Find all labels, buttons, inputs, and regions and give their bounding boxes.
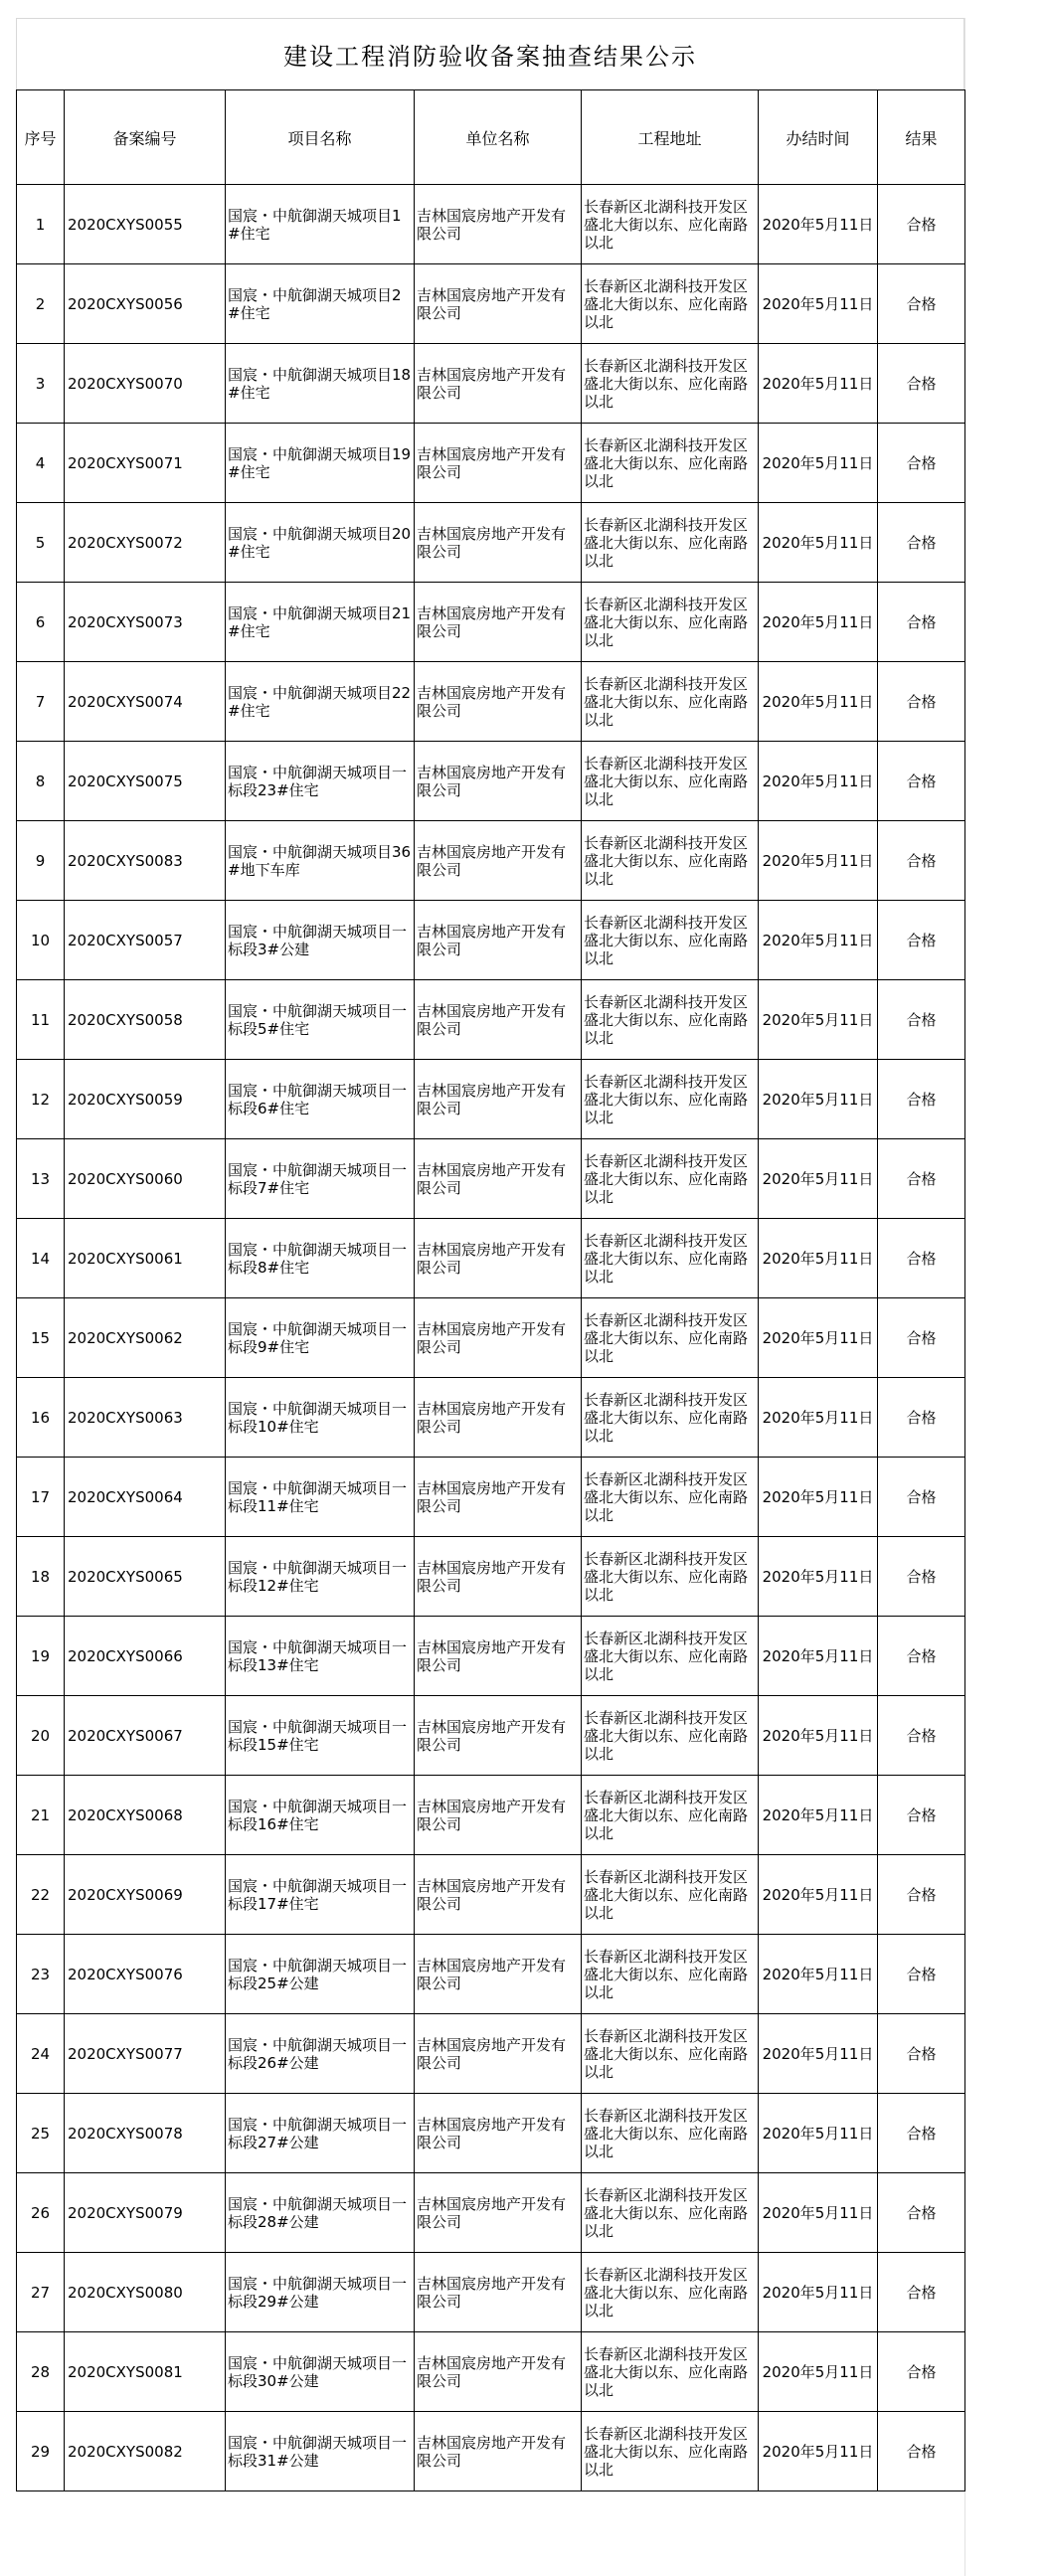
cell-address[interactable]: 长春新区北湖科技开发区盛北大街以东、应化南路以北 bbox=[582, 1378, 759, 1458]
cell-date[interactable]: 2020年5月11日 bbox=[759, 2014, 878, 2094]
cell-date[interactable]: 2020年5月11日 bbox=[759, 1060, 878, 1139]
cell-code[interactable]: 2020CXYS0063 bbox=[65, 1378, 226, 1458]
cell-unit[interactable]: 吉林国宸房地产开发有限公司 bbox=[415, 2412, 582, 2491]
cell-code[interactable]: 2020CXYS0057 bbox=[65, 901, 226, 980]
cell-code[interactable]: 2020CXYS0056 bbox=[65, 264, 226, 344]
cell-project[interactable]: 国宸・中航御湖天城项目一标段27#公建 bbox=[226, 2094, 415, 2173]
cell-unit[interactable]: 吉林国宸房地产开发有限公司 bbox=[415, 1298, 582, 1378]
cell-result[interactable]: 合格 bbox=[878, 2094, 965, 2173]
cell-unit[interactable]: 吉林国宸房地产开发有限公司 bbox=[415, 662, 582, 742]
cell-unit[interactable]: 吉林国宸房地产开发有限公司 bbox=[415, 1935, 582, 2014]
cell-address[interactable]: 长春新区北湖科技开发区盛北大街以东、应化南路以北 bbox=[582, 1776, 759, 1855]
cell-result[interactable]: 合格 bbox=[878, 1696, 965, 1776]
cell-project[interactable]: 国宸・中航御湖天城项目22#住宅 bbox=[226, 662, 415, 742]
cell-code[interactable]: 2020CXYS0060 bbox=[65, 1139, 226, 1219]
cell-project[interactable]: 国宸・中航御湖天城项目18#住宅 bbox=[226, 344, 415, 424]
table-row bbox=[17, 901, 965, 980]
cell-date[interactable]: 2020年5月11日 bbox=[759, 2412, 878, 2491]
cell-code[interactable]: 2020CXYS0065 bbox=[65, 1537, 226, 1617]
cell-no[interactable]: 25 bbox=[17, 2094, 65, 2173]
cell-code[interactable]: 2020CXYS0061 bbox=[65, 1219, 226, 1298]
table-row bbox=[17, 1776, 965, 1855]
cell-result[interactable]: 合格 bbox=[878, 1617, 965, 1696]
cell-no[interactable]: 9 bbox=[17, 821, 65, 901]
cell-address[interactable]: 长春新区北湖科技开发区盛北大街以东、应化南路以北 bbox=[582, 980, 759, 1060]
cell-unit[interactable]: 吉林国宸房地产开发有限公司 bbox=[415, 2173, 582, 2253]
cell-date[interactable]: 2020年5月11日 bbox=[759, 2173, 878, 2253]
cell-project[interactable]: 国宸・中航御湖天城项目一标段13#住宅 bbox=[226, 1617, 415, 1696]
cell-unit[interactable]: 吉林国宸房地产开发有限公司 bbox=[415, 1060, 582, 1139]
cell-project[interactable]: 国宸・中航御湖天城项目一标段25#公建 bbox=[226, 1935, 415, 2014]
cell-result[interactable]: 合格 bbox=[878, 2014, 965, 2094]
table-row bbox=[17, 1298, 965, 1378]
cell-code[interactable]: 2020CXYS0058 bbox=[65, 980, 226, 1060]
cell-code[interactable]: 2020CXYS0074 bbox=[65, 662, 226, 742]
cell-unit[interactable]: 吉林国宸房地产开发有限公司 bbox=[415, 1855, 582, 1935]
cell-result[interactable]: 合格 bbox=[878, 662, 965, 742]
table-row bbox=[17, 1537, 965, 1617]
cell-date[interactable]: 2020年5月11日 bbox=[759, 1935, 878, 2014]
cell-result[interactable]: 合格 bbox=[878, 2412, 965, 2491]
cell-unit[interactable]: 吉林国宸房地产开发有限公司 bbox=[415, 503, 582, 583]
header-address[interactable]: 工程地址 bbox=[582, 90, 759, 185]
cell-no[interactable]: 29 bbox=[17, 2412, 65, 2491]
cell-date[interactable]: 2020年5月11日 bbox=[759, 1537, 878, 1617]
cell-code[interactable]: 2020CXYS0071 bbox=[65, 424, 226, 503]
cell-project[interactable]: 国宸・中航御湖天城项目一标段8#住宅 bbox=[226, 1219, 415, 1298]
cell-project[interactable]: 国宸・中航御湖天城项目21#住宅 bbox=[226, 583, 415, 662]
cell-unit[interactable]: 吉林国宸房地产开发有限公司 bbox=[415, 980, 582, 1060]
cell-no[interactable]: 13 bbox=[17, 1139, 65, 1219]
cell-address[interactable]: 长春新区北湖科技开发区盛北大街以东、应化南路以北 bbox=[582, 2094, 759, 2173]
cell-unit[interactable]: 吉林国宸房地产开发有限公司 bbox=[415, 1537, 582, 1617]
cell-date[interactable]: 2020年5月11日 bbox=[759, 1696, 878, 1776]
cell-no[interactable]: 8 bbox=[17, 742, 65, 821]
table-row bbox=[17, 264, 965, 344]
cell-no[interactable]: 28 bbox=[17, 2332, 65, 2412]
cell-no[interactable]: 2 bbox=[17, 264, 65, 344]
cell-no[interactable]: 17 bbox=[17, 1458, 65, 1537]
header-code[interactable]: 备案编号 bbox=[65, 90, 226, 185]
cell-unit[interactable]: 吉林国宸房地产开发有限公司 bbox=[415, 1458, 582, 1537]
header-no[interactable]: 序号 bbox=[17, 90, 65, 185]
cell-date[interactable]: 2020年5月11日 bbox=[759, 503, 878, 583]
cell-code[interactable]: 2020CXYS0055 bbox=[65, 185, 226, 264]
table-row bbox=[17, 1378, 965, 1458]
table-row bbox=[17, 821, 965, 901]
cell-result[interactable]: 合格 bbox=[878, 2253, 965, 2332]
table-row bbox=[17, 980, 965, 1060]
cell-address[interactable]: 长春新区北湖科技开发区盛北大街以东、应化南路以北 bbox=[582, 424, 759, 503]
cell-date[interactable]: 2020年5月11日 bbox=[759, 1776, 878, 1855]
cell-date[interactable]: 2020年5月11日 bbox=[759, 424, 878, 503]
cell-code[interactable]: 2020CXYS0064 bbox=[65, 1458, 226, 1537]
cell-project[interactable]: 国宸・中航御湖天城项目2#住宅 bbox=[226, 264, 415, 344]
cell-result[interactable]: 合格 bbox=[878, 264, 965, 344]
cell-date[interactable]: 2020年5月11日 bbox=[759, 1617, 878, 1696]
cell-result[interactable]: 合格 bbox=[878, 1458, 965, 1537]
cell-date[interactable]: 2020年5月11日 bbox=[759, 901, 878, 980]
cell-project[interactable]: 国宸・中航御湖天城项目一标段11#住宅 bbox=[226, 1458, 415, 1537]
cell-project[interactable]: 国宸・中航御湖天城项目一标段26#公建 bbox=[226, 2014, 415, 2094]
cell-no[interactable]: 27 bbox=[17, 2253, 65, 2332]
cell-project[interactable]: 国宸・中航御湖天城项目19#住宅 bbox=[226, 424, 415, 503]
cell-result[interactable]: 合格 bbox=[878, 742, 965, 821]
cell-code[interactable]: 2020CXYS0078 bbox=[65, 2094, 226, 2173]
cell-no[interactable]: 1 bbox=[17, 185, 65, 264]
cell-no[interactable]: 6 bbox=[17, 583, 65, 662]
cell-no[interactable]: 3 bbox=[17, 344, 65, 424]
cell-unit[interactable]: 吉林国宸房地产开发有限公司 bbox=[415, 1219, 582, 1298]
cell-code[interactable]: 2020CXYS0080 bbox=[65, 2253, 226, 2332]
cell-project[interactable]: 国宸・中航御湖天城项目20#住宅 bbox=[226, 503, 415, 583]
cell-no[interactable]: 23 bbox=[17, 1935, 65, 2014]
cell-unit[interactable]: 吉林国宸房地产开发有限公司 bbox=[415, 264, 582, 344]
cell-unit[interactable]: 吉林国宸房地产开发有限公司 bbox=[415, 2332, 582, 2412]
cell-unit[interactable]: 吉林国宸房地产开发有限公司 bbox=[415, 1378, 582, 1458]
cell-code[interactable]: 2020CXYS0075 bbox=[65, 742, 226, 821]
cell-code[interactable]: 2020CXYS0082 bbox=[65, 2412, 226, 2491]
cell-project[interactable]: 国宸・中航御湖天城项目一标段9#住宅 bbox=[226, 1298, 415, 1378]
cell-result[interactable]: 合格 bbox=[878, 185, 965, 264]
cell-result[interactable]: 合格 bbox=[878, 1537, 965, 1617]
cell-address[interactable]: 长春新区北湖科技开发区盛北大街以东、应化南路以北 bbox=[582, 344, 759, 424]
cell-unit[interactable]: 吉林国宸房地产开发有限公司 bbox=[415, 2253, 582, 2332]
table-row bbox=[17, 1458, 965, 1537]
cell-result[interactable]: 合格 bbox=[878, 583, 965, 662]
cell-no[interactable]: 5 bbox=[17, 503, 65, 583]
cell-no[interactable]: 10 bbox=[17, 901, 65, 980]
cell-result[interactable]: 合格 bbox=[878, 503, 965, 583]
cell-project[interactable]: 国宸・中航御湖天城项目1#住宅 bbox=[226, 185, 415, 264]
cell-date[interactable]: 2020年5月11日 bbox=[759, 662, 878, 742]
cell-result[interactable]: 合格 bbox=[878, 1298, 965, 1378]
cell-no[interactable]: 22 bbox=[17, 1855, 65, 1935]
cell-address[interactable]: 长春新区北湖科技开发区盛北大街以东、应化南路以北 bbox=[582, 662, 759, 742]
cell-no[interactable]: 20 bbox=[17, 1696, 65, 1776]
cell-date[interactable]: 2020年5月11日 bbox=[759, 821, 878, 901]
table-row bbox=[17, 1060, 965, 1139]
cell-date[interactable]: 2020年5月11日 bbox=[759, 185, 878, 264]
cell-date[interactable]: 2020年5月11日 bbox=[759, 1219, 878, 1298]
cell-address[interactable]: 长春新区北湖科技开发区盛北大街以东、应化南路以北 bbox=[582, 1060, 759, 1139]
cell-result[interactable]: 合格 bbox=[878, 980, 965, 1060]
cell-project[interactable]: 国宸・中航御湖天城项目一标段6#住宅 bbox=[226, 1060, 415, 1139]
cell-address[interactable]: 长春新区北湖科技开发区盛北大街以东、应化南路以北 bbox=[582, 742, 759, 821]
cell-no[interactable]: 16 bbox=[17, 1378, 65, 1458]
cell-project[interactable]: 国宸・中航御湖天城项目一标段10#住宅 bbox=[226, 1378, 415, 1458]
cell-result[interactable]: 合格 bbox=[878, 2332, 965, 2412]
cell-project[interactable]: 国宸・中航御湖天城项目一标段7#住宅 bbox=[226, 1139, 415, 1219]
cell-project[interactable]: 国宸・中航御湖天城项目36#地下车库 bbox=[226, 821, 415, 901]
cell-unit[interactable]: 吉林国宸房地产开发有限公司 bbox=[415, 901, 582, 980]
cell-code[interactable]: 2020CXYS0070 bbox=[65, 344, 226, 424]
cell-unit[interactable]: 吉林国宸房地产开发有限公司 bbox=[415, 1617, 582, 1696]
cell-date[interactable]: 2020年5月11日 bbox=[759, 264, 878, 344]
cell-no[interactable]: 26 bbox=[17, 2173, 65, 2253]
cell-date[interactable]: 2020年5月11日 bbox=[759, 344, 878, 424]
cell-unit[interactable]: 吉林国宸房地产开发有限公司 bbox=[415, 583, 582, 662]
cell-address[interactable]: 长春新区北湖科技开发区盛北大街以东、应化南路以北 bbox=[582, 2412, 759, 2491]
table-row bbox=[17, 2332, 965, 2412]
page-title: 建设工程消防验收备案抽查结果公示 bbox=[283, 43, 697, 71]
cell-code[interactable]: 2020CXYS0079 bbox=[65, 2173, 226, 2253]
cell-unit[interactable]: 吉林国宸房地产开发有限公司 bbox=[415, 1696, 582, 1776]
cell-address[interactable]: 长春新区北湖科技开发区盛北大街以东、应化南路以北 bbox=[582, 1935, 759, 2014]
cell-date[interactable]: 2020年5月11日 bbox=[759, 1378, 878, 1458]
cell-project[interactable]: 国宸・中航御湖天城项目一标段28#公建 bbox=[226, 2173, 415, 2253]
cell-project[interactable]: 国宸・中航御湖天城项目一标段29#公建 bbox=[226, 2253, 415, 2332]
cell-unit[interactable]: 吉林国宸房地产开发有限公司 bbox=[415, 424, 582, 503]
cell-code[interactable]: 2020CXYS0068 bbox=[65, 1776, 226, 1855]
cell-project[interactable]: 国宸・中航御湖天城项目一标段30#公建 bbox=[226, 2332, 415, 2412]
table-row bbox=[17, 1617, 965, 1696]
cell-code[interactable]: 2020CXYS0062 bbox=[65, 1298, 226, 1378]
cell-result[interactable]: 合格 bbox=[878, 424, 965, 503]
cell-project[interactable]: 国宸・中航御湖天城项目一标段31#公建 bbox=[226, 2412, 415, 2491]
cell-unit[interactable]: 吉林国宸房地产开发有限公司 bbox=[415, 344, 582, 424]
header-row bbox=[17, 90, 965, 185]
table-row bbox=[17, 1855, 965, 1935]
cell-code[interactable]: 2020CXYS0077 bbox=[65, 2014, 226, 2094]
cell-no[interactable]: 7 bbox=[17, 662, 65, 742]
table-row bbox=[17, 1696, 965, 1776]
cell-result[interactable]: 合格 bbox=[878, 1855, 965, 1935]
cell-no[interactable]: 14 bbox=[17, 1219, 65, 1298]
table-row bbox=[17, 662, 965, 742]
cell-project[interactable]: 国宸・中航御湖天城项目一标段23#住宅 bbox=[226, 742, 415, 821]
cell-no[interactable]: 15 bbox=[17, 1298, 65, 1378]
cell-result[interactable]: 合格 bbox=[878, 1139, 965, 1219]
cell-date[interactable]: 2020年5月11日 bbox=[759, 1855, 878, 1935]
cell-result[interactable]: 合格 bbox=[878, 1219, 965, 1298]
cell-no[interactable]: 21 bbox=[17, 1776, 65, 1855]
cell-address[interactable]: 长春新区北湖科技开发区盛北大街以东、应化南路以北 bbox=[582, 1139, 759, 1219]
cell-address[interactable]: 长春新区北湖科技开发区盛北大街以东、应化南路以北 bbox=[582, 2014, 759, 2094]
results-table bbox=[16, 89, 965, 2491]
cell-address[interactable]: 长春新区北湖科技开发区盛北大街以东、应化南路以北 bbox=[582, 1617, 759, 1696]
cell-result[interactable]: 合格 bbox=[878, 2173, 965, 2253]
cell-unit[interactable]: 吉林国宸房地产开发有限公司 bbox=[415, 2014, 582, 2094]
cell-no[interactable]: 4 bbox=[17, 424, 65, 503]
cell-unit[interactable]: 吉林国宸房地产开发有限公司 bbox=[415, 742, 582, 821]
table-row bbox=[17, 2173, 965, 2253]
cell-code[interactable]: 2020CXYS0076 bbox=[65, 1935, 226, 2014]
cell-date[interactable]: 2020年5月11日 bbox=[759, 2332, 878, 2412]
cell-date[interactable]: 2020年5月11日 bbox=[759, 1458, 878, 1537]
cell-address[interactable]: 长春新区北湖科技开发区盛北大街以东、应化南路以北 bbox=[582, 821, 759, 901]
cell-code[interactable]: 2020CXYS0059 bbox=[65, 1060, 226, 1139]
table-row bbox=[17, 1219, 965, 1298]
cell-date[interactable]: 2020年5月11日 bbox=[759, 980, 878, 1060]
cell-date[interactable]: 2020年5月11日 bbox=[759, 1139, 878, 1219]
cell-code[interactable]: 2020CXYS0069 bbox=[65, 1855, 226, 1935]
cell-address[interactable]: 长春新区北湖科技开发区盛北大街以东、应化南路以北 bbox=[582, 2253, 759, 2332]
cell-date[interactable]: 2020年5月11日 bbox=[759, 742, 878, 821]
table-row bbox=[17, 185, 965, 264]
cell-address[interactable]: 长春新区北湖科技开发区盛北大街以东、应化南路以北 bbox=[582, 1855, 759, 1935]
cell-address[interactable]: 长春新区北湖科技开发区盛北大街以东、应化南路以北 bbox=[582, 583, 759, 662]
cell-unit[interactable]: 吉林国宸房地产开发有限公司 bbox=[415, 821, 582, 901]
table-row bbox=[17, 2094, 965, 2173]
cell-date[interactable]: 2020年5月11日 bbox=[759, 1298, 878, 1378]
cell-code[interactable]: 2020CXYS0067 bbox=[65, 1696, 226, 1776]
cell-result[interactable]: 合格 bbox=[878, 1776, 965, 1855]
cell-code[interactable]: 2020CXYS0073 bbox=[65, 583, 226, 662]
header-result[interactable]: 结果 bbox=[878, 90, 965, 185]
table-row bbox=[17, 742, 965, 821]
table-row bbox=[17, 2014, 965, 2094]
cell-address[interactable]: 长春新区北湖科技开发区盛北大街以东、应化南路以北 bbox=[582, 901, 759, 980]
table-row bbox=[17, 424, 965, 503]
cell-address[interactable]: 长春新区北湖科技开发区盛北大街以东、应化南路以北 bbox=[582, 2173, 759, 2253]
title-cell[interactable] bbox=[16, 18, 964, 89]
table-row bbox=[17, 1935, 965, 2014]
table-row bbox=[17, 344, 965, 424]
cell-project[interactable]: 国宸・中航御湖天城项目一标段5#住宅 bbox=[226, 980, 415, 1060]
cell-unit[interactable]: 吉林国宸房地产开发有限公司 bbox=[415, 1776, 582, 1855]
cell-address[interactable]: 长春新区北湖科技开发区盛北大街以东、应化南路以北 bbox=[582, 1219, 759, 1298]
table-row bbox=[17, 2412, 965, 2491]
cell-project[interactable]: 国宸・中航御湖天城项目一标段12#住宅 bbox=[226, 1537, 415, 1617]
cell-result[interactable]: 合格 bbox=[878, 821, 965, 901]
cell-no[interactable]: 24 bbox=[17, 2014, 65, 2094]
cell-unit[interactable]: 吉林国宸房地产开发有限公司 bbox=[415, 2094, 582, 2173]
cell-code[interactable]: 2020CXYS0066 bbox=[65, 1617, 226, 1696]
cell-no[interactable]: 11 bbox=[17, 980, 65, 1060]
header-unit[interactable]: 单位名称 bbox=[415, 90, 582, 185]
cell-no[interactable]: 18 bbox=[17, 1537, 65, 1617]
cell-project[interactable]: 国宸・中航御湖天城项目一标段17#住宅 bbox=[226, 1855, 415, 1935]
cell-code[interactable]: 2020CXYS0072 bbox=[65, 503, 226, 583]
cell-result[interactable]: 合格 bbox=[878, 1060, 965, 1139]
cell-unit[interactable]: 吉林国宸房地产开发有限公司 bbox=[415, 185, 582, 264]
cell-result[interactable]: 合格 bbox=[878, 1378, 965, 1458]
cell-project[interactable]: 国宸・中航御湖天城项目一标段3#公建 bbox=[226, 901, 415, 980]
cell-address[interactable]: 长春新区北湖科技开发区盛北大街以东、应化南路以北 bbox=[582, 1696, 759, 1776]
cell-result[interactable]: 合格 bbox=[878, 901, 965, 980]
table-row bbox=[17, 503, 965, 583]
cell-date[interactable]: 2020年5月11日 bbox=[759, 583, 878, 662]
cell-address[interactable]: 长春新区北湖科技开发区盛北大街以东、应化南路以北 bbox=[582, 264, 759, 344]
table-row bbox=[17, 583, 965, 662]
cell-address[interactable]: 长春新区北湖科技开发区盛北大街以东、应化南路以北 bbox=[582, 1298, 759, 1378]
table-row bbox=[17, 2253, 965, 2332]
cell-address[interactable]: 长春新区北湖科技开发区盛北大街以东、应化南路以北 bbox=[582, 1458, 759, 1537]
cell-project[interactable]: 国宸・中航御湖天城项目一标段16#住宅 bbox=[226, 1776, 415, 1855]
cell-date[interactable]: 2020年5月11日 bbox=[759, 2253, 878, 2332]
header-project[interactable]: 项目名称 bbox=[226, 90, 415, 185]
cell-address[interactable]: 长春新区北湖科技开发区盛北大街以东、应化南路以北 bbox=[582, 503, 759, 583]
cell-no[interactable]: 12 bbox=[17, 1060, 65, 1139]
cell-address[interactable]: 长春新区北湖科技开发区盛北大街以东、应化南路以北 bbox=[582, 1537, 759, 1617]
cell-code[interactable]: 2020CXYS0081 bbox=[65, 2332, 226, 2412]
cell-no[interactable]: 19 bbox=[17, 1617, 65, 1696]
cell-address[interactable]: 长春新区北湖科技开发区盛北大街以东、应化南路以北 bbox=[582, 185, 759, 264]
cell-project[interactable]: 国宸・中航御湖天城项目一标段15#住宅 bbox=[226, 1696, 415, 1776]
cell-date[interactable]: 2020年5月11日 bbox=[759, 2094, 878, 2173]
header-date[interactable]: 办结时间 bbox=[759, 90, 878, 185]
cell-result[interactable]: 合格 bbox=[878, 1935, 965, 2014]
cell-result[interactable]: 合格 bbox=[878, 344, 965, 424]
cell-code[interactable]: 2020CXYS0083 bbox=[65, 821, 226, 901]
cell-address[interactable]: 长春新区北湖科技开发区盛北大街以东、应化南路以北 bbox=[582, 2332, 759, 2412]
cell-unit[interactable]: 吉林国宸房地产开发有限公司 bbox=[415, 1139, 582, 1219]
table-row bbox=[17, 1139, 965, 1219]
